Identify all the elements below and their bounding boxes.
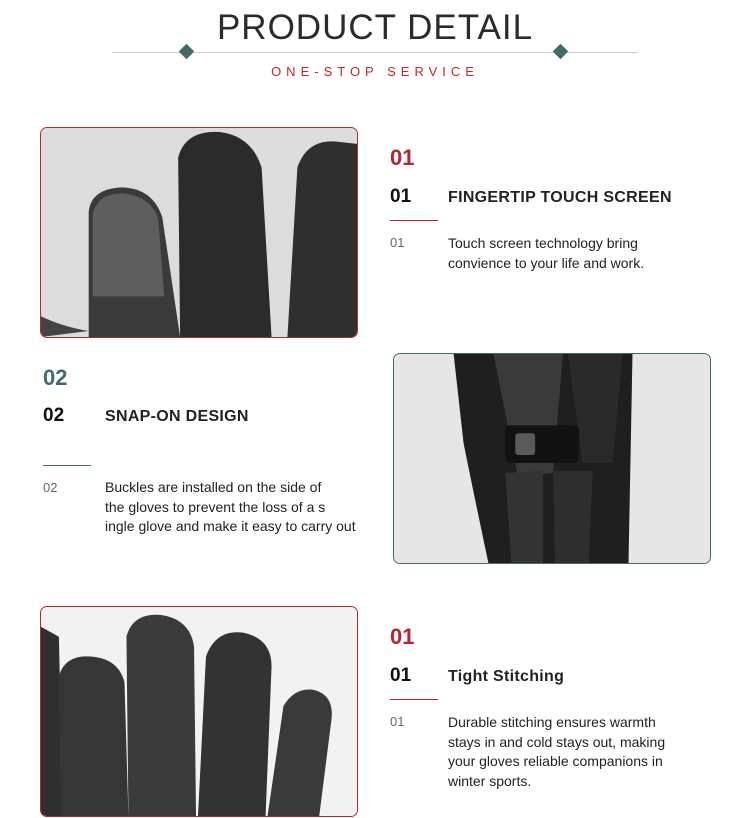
description-line: ingle glove and make it easy to carry out (105, 518, 356, 534)
feature-small-number: 01 (390, 714, 405, 729)
title-divider-right (567, 52, 638, 53)
glove-fingertip-photo (40, 127, 358, 338)
feature-underline (43, 465, 91, 466)
description-line: stays in and cold stays out, making (448, 733, 666, 750)
feature-row-number: 01 (390, 665, 412, 686)
glove-stitching-photo (40, 606, 358, 817)
description-line: winter sports. (448, 772, 532, 789)
feature-title: SNAP-ON DESIGN (105, 408, 249, 425)
feature-description (105, 478, 356, 537)
page-subtitle: ONE-STOP SERVICE (271, 64, 479, 79)
glove-buckle-illustration (394, 354, 710, 563)
feature-number: 01 (390, 624, 415, 649)
title-divider-center (193, 52, 556, 53)
feature-description (448, 234, 644, 273)
glove-buckle-photo (393, 353, 711, 564)
feature-underline (390, 220, 438, 221)
description-line: the gloves to prevent the loss of a s (105, 498, 326, 515)
feature-small-number: 02 (43, 480, 58, 495)
feature-title: FINGERTIP TOUCH SCREEN (448, 189, 672, 206)
feature-description (448, 713, 665, 791)
feature-small-number: 01 (390, 235, 405, 250)
glove-stitching-illustration (41, 607, 357, 816)
description-line: your gloves reliable companions in (448, 753, 663, 769)
feature-underline (390, 699, 438, 700)
description-line: Touch screen technology bring (448, 235, 638, 251)
description-line: convience to your life and work. (448, 254, 645, 271)
title-divider-left (112, 52, 187, 53)
page-title: PRODUCT DETAIL (216, 8, 534, 47)
feature-row-number: 01 (390, 186, 412, 207)
feature-row-number: 02 (43, 405, 65, 426)
glove-fingertip-illustration (41, 128, 357, 337)
description-line: Durable stitching ensures warmth (448, 714, 656, 730)
feature-number: 01 (390, 145, 415, 170)
description-line: Buckles are installed on the side of (105, 479, 322, 495)
feature-number: 02 (43, 365, 68, 390)
feature-title: Tight Stitching (448, 668, 565, 685)
